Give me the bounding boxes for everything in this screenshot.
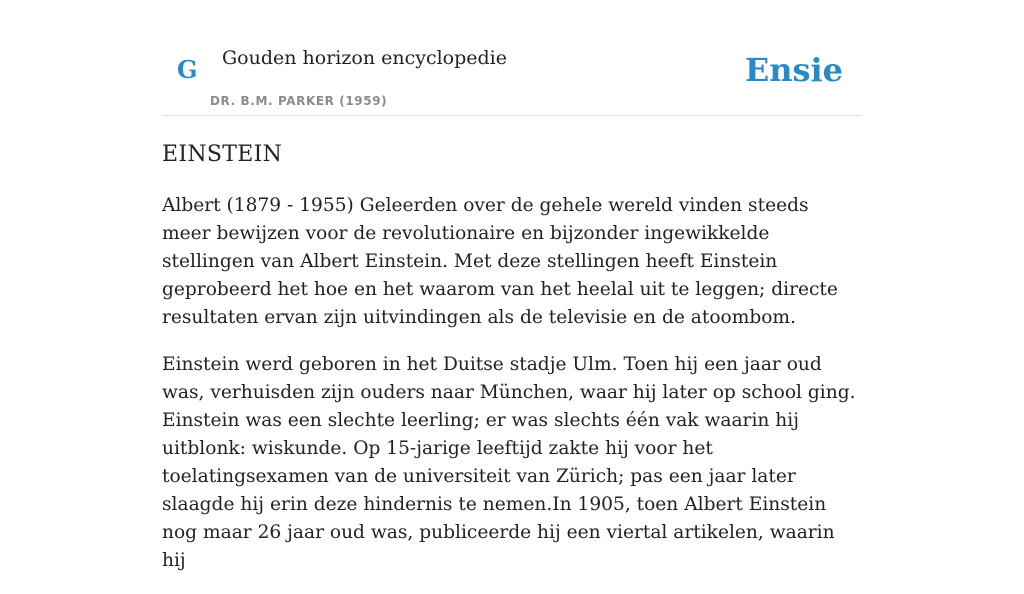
article-headword: EINSTEIN [162,142,283,167]
book-author: DR. B.M. PARKER (1959) [210,94,388,108]
header [162,0,862,116]
book-logo-icon[interactable]: G [177,55,198,84]
article-paragraph: Albert (1879 - 1955) Geleerden over de gehele wereld vinden steeds meer bewijzen voor de revolutionaire en bijzonder ingewikkelde stellingen van Albert Einstein. Met deze stellingen heeft Einstein geprobeerd het hoe en het waarom van het heelal uit te leggen; directe resultaten ervan zijn uitvindingen als de televisie en de atoombom. [162,195,838,328]
book-title[interactable]: Gouden horizon encyclopedie [222,47,507,69]
article-body [162,192,862,594]
brand-logo[interactable]: Ensie [744,51,843,89]
article-paragraph: Einstein werd geboren in het Duitse stadje Ulm. Toen hij een jaar oud was, verhuisden zijn ouders naar München, waar hij later op school ging. Einstein was een slechte leerling; er was slechts één vak waarin hij uitblonk: wiskunde. Op 15-jarige leeftijd zakte hij voor het toelatingsexamen van de universiteit van Zürich; pas een jaar later slaagde hij erin deze hindernis te nemen.In 1905, toen Albert Einstein nog maar 26 jaar oud was, publiceerde hij een viertal artikelen, waarin hij [162,354,856,571]
